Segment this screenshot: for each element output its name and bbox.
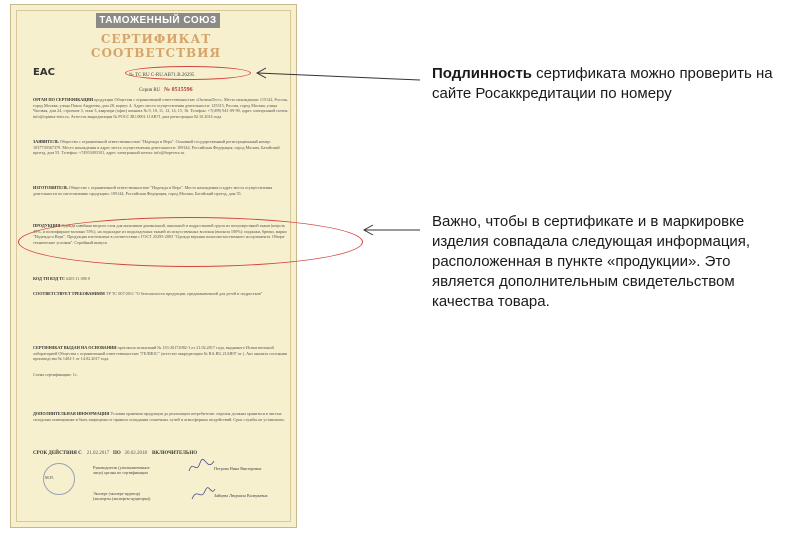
head-label: Руководитель (уполномоченное лицо) органа по сертификации xyxy=(93,465,150,475)
products-callout xyxy=(432,212,777,312)
eac-logo-icon: EAC xyxy=(33,67,55,78)
section-heading: ИЗГОТОВИТЕЛЬ xyxy=(33,185,68,190)
expert-name: Зайцева Людмила Валерьевна xyxy=(214,493,268,498)
section-heading: ДОПОЛНИТЕЛЬНАЯ ИНФОРМАЦИЯ xyxy=(33,411,110,416)
callout-bold: Подлинность xyxy=(432,65,533,82)
authenticity-callout xyxy=(432,64,777,104)
certificate-title: СЕРТИФИКАТ СООТВЕТСТВИЯ xyxy=(90,32,222,60)
validity-from: 21.02.2017 xyxy=(86,451,110,456)
series-number: № 0515596 xyxy=(164,87,193,93)
section-heading: ОРГАН ПО СЕРТИФИКАЦИИ xyxy=(33,97,94,102)
callout-text: Важно, чтобы в сертификате и в маркировке изделия совпадала следующая информация, расположенная в пункте «продукции». Это является дополнительным свидетельством качества товара. xyxy=(432,213,751,310)
section-heading: СООТВЕТСТВУЕТ ТРЕБОВАНИЯМ xyxy=(33,291,105,296)
section-text: Общество с ограниченной ответственностью "Надежда и Вера". Место нахождения и адрес места осуществления деятельности по изготовлению продукции: 109144, Российская Федерация, город Москва, Батайский проезд, дом 55. xyxy=(33,185,273,196)
validity-label: СРОК ДЕЙСТВИЯ С xyxy=(33,451,82,456)
section-text: Условия хранения продукции до реализации потребителю: изделия должны храниться в чистых складских помещениях в быть защищены от прямого попадания солнечных лучей и атмосферных воздействий. Срок службы не установлен. xyxy=(33,411,285,422)
section-text: Схема сертификации: 1с. xyxy=(33,372,78,377)
section-text: 6203 11 000 0 xyxy=(66,276,91,281)
section-heading: КОД ТН ВЭД ТС xyxy=(33,276,66,281)
validity-inclusive: ВКЛЮЧИТЕЛЬНО xyxy=(152,451,198,456)
section-text: протокола испытаний № 133-20172082-1 от 21.02.2017 года, выданного Испытательной лабораторией Общества с ограниченной ответственностью "ГЕЛИОС" (аттестат аккредитации № RA.RU.21АВ97 от ). Акт анализа состояния производства № 1402-1 от 14.02.2017 года. xyxy=(33,345,287,362)
validity-to-label: ПО xyxy=(112,451,121,456)
series-label: Серия RU xyxy=(139,88,161,93)
head-name: Петрова Нина Викторовна xyxy=(214,466,262,471)
expert-label: Эксперт (эксперт-аудитор) (эксперты (эксперты-аудиторы)) xyxy=(93,491,151,501)
stamp-label: М.П. xyxy=(45,475,54,480)
section-text: Одежда швейная второго слоя для мальчиков дошкольной, школьной и подростковой групп из полушерстяной ткани (шерсть 45%, и полиэфирное волокно 55%), на подкладке из подкладочных тканей из искусственных волокон (вискоза 100%): пиджаки, брюки, марки "Надежда и Вера". Продукция изготовлена в соответствии с ГОСТ 25295-2003 "Одежда верхняя пальтово-костюмного ассортимента. Общие технические условия". Серийный выпуск xyxy=(33,223,287,245)
callout-text: сертификата можно проверить на сайте Росаккредитации по номеру xyxy=(432,65,773,102)
section-heading: ЗАЯВИТЕЛЬ xyxy=(33,139,59,144)
section-text: Общество с ограниченной ответственностью "Надежда и Вера". Основной государственный регистрационный номер: 1037739367379. Место нахождения и адрес места осуществления деятельности: 109144, Российская Федерация, город Москва, Батайский проезд, дом 55. Телефон: +74953493101, адрес электронной почты: info@hoprvera.ru. xyxy=(33,139,280,156)
validity-to: 20.02.2018 xyxy=(124,451,147,456)
section-text: ТР ТС 007/2011 "О безопасности продукции, предназначенной для детей и подростков" xyxy=(105,291,263,296)
customs-union-banner: ТАМОЖЕННЫЙ СОЮЗ xyxy=(96,13,220,28)
section-heading: СЕРТИФИКАТ ВЫДАН НА ОСНОВАНИИ xyxy=(33,345,117,350)
certificate-reg-number: № ТС RU С-RU.АВ71.В.26295 xyxy=(129,73,195,78)
section-heading: ПРОДУКЦИЯ xyxy=(33,223,61,228)
section-text: продукции Общества с ограниченной ответственностью «ОптимаТест». Место нахождения: 115142, Россия, город Москва, улица Павла Андреева, дом 28, корпус 4. Адрес места осуществления деятельности: 125315, Россия, город Москва, улица Часовая, дом 24, строение 3, этаж 3, квартира (офис) комната № 9, 10, 11, 12, 14, 15, 16. Телефон: +7(499) 941-09-90, адрес электронной почты: info@optima-tests.ru. Аттестат аккредитации № РОСС RU.0001.11АВ71 дата регистрации 02.10.2014 года xyxy=(33,97,289,119)
